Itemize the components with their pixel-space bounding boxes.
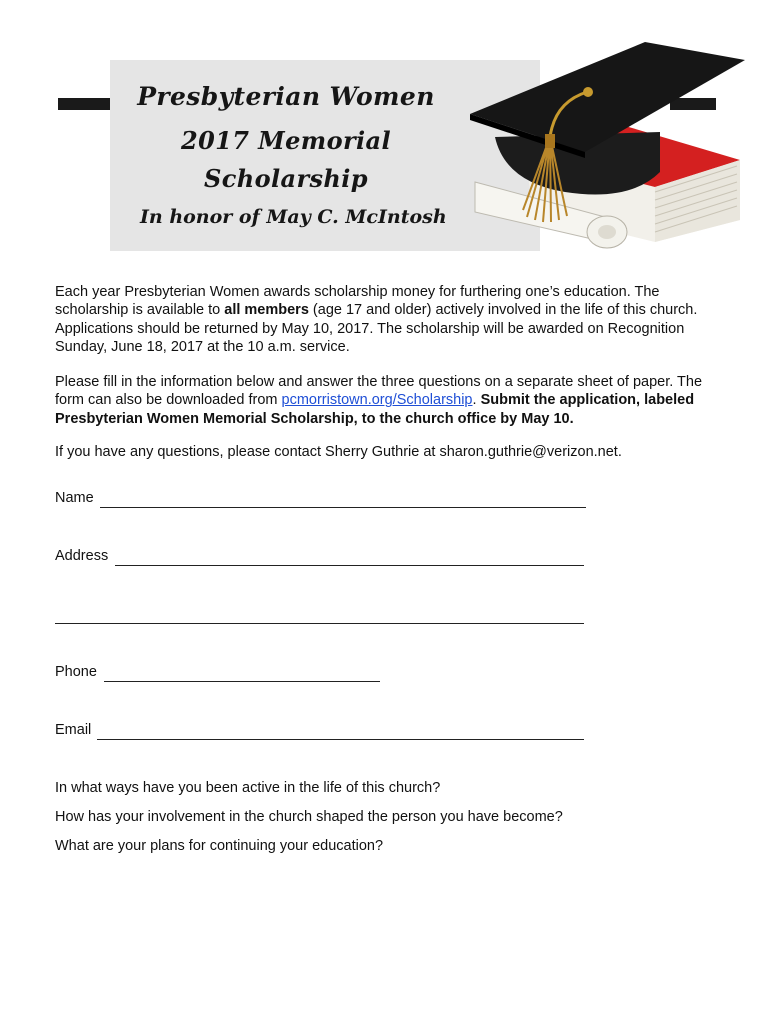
address-second-blank-line[interactable] [55,623,584,624]
scholarship-year-title: 2017 Memorial [180,126,392,155]
org-title: Presbyterian Women [137,82,435,111]
graduation-cap-diploma-icon [455,42,745,252]
intro-bold-members: all members [224,302,309,319]
scholarship-title: Scholarship [204,164,368,193]
phone-blank-line[interactable] [104,681,380,682]
phone-label: Phone [55,664,97,680]
intro-paragraph [55,283,715,356]
name-blank-line[interactable] [100,507,586,508]
address-label: Address [55,548,109,564]
honor-subtitle: In honor of May C. McIntosh [140,206,447,228]
instructions-text-b: . [472,392,481,409]
intro-text-b: (age 17 and older) actively involved in the life of this church. Applications should be returned by May 10, 2017. The scholarship will be awarded on Recognition Sunday, June 18, 2017 at the 10 a.m. service. [55,302,698,355]
email-blank-line[interactable] [97,739,584,740]
name-label: Name [55,490,94,506]
email-label: Email [55,722,92,738]
question-1: In what ways have you been active in the life of this church? [55,780,441,796]
instructions-text-a: Please fill in the information below and answer the three questions on a separate sheet of paper. The form can also be downloaded from [55,374,703,409]
contact-paragraph: If you have any questions, please contact Sherry Guthrie at sharon.guthrie@verizon.net. [55,444,622,460]
question-2: How has your involvement in the church shaped the person you have become? [55,809,563,825]
question-3: What are your plans for continuing your education? [55,838,384,854]
instructions-paragraph [55,373,715,428]
scholarship-download-link[interactable]: pcmorristown.org/Scholarship [281,392,473,409]
header-rule-left [58,98,110,110]
address-blank-line[interactable] [115,565,584,566]
submission-instructions: Submit the application, labeled Presbyterian Women Memorial Scholarship, to the church office by May 10. [55,392,695,427]
intro-text-a: Each year Presbyterian Women awards scholarship money for furthering one’s education. The scholarship is available to [55,284,660,319]
